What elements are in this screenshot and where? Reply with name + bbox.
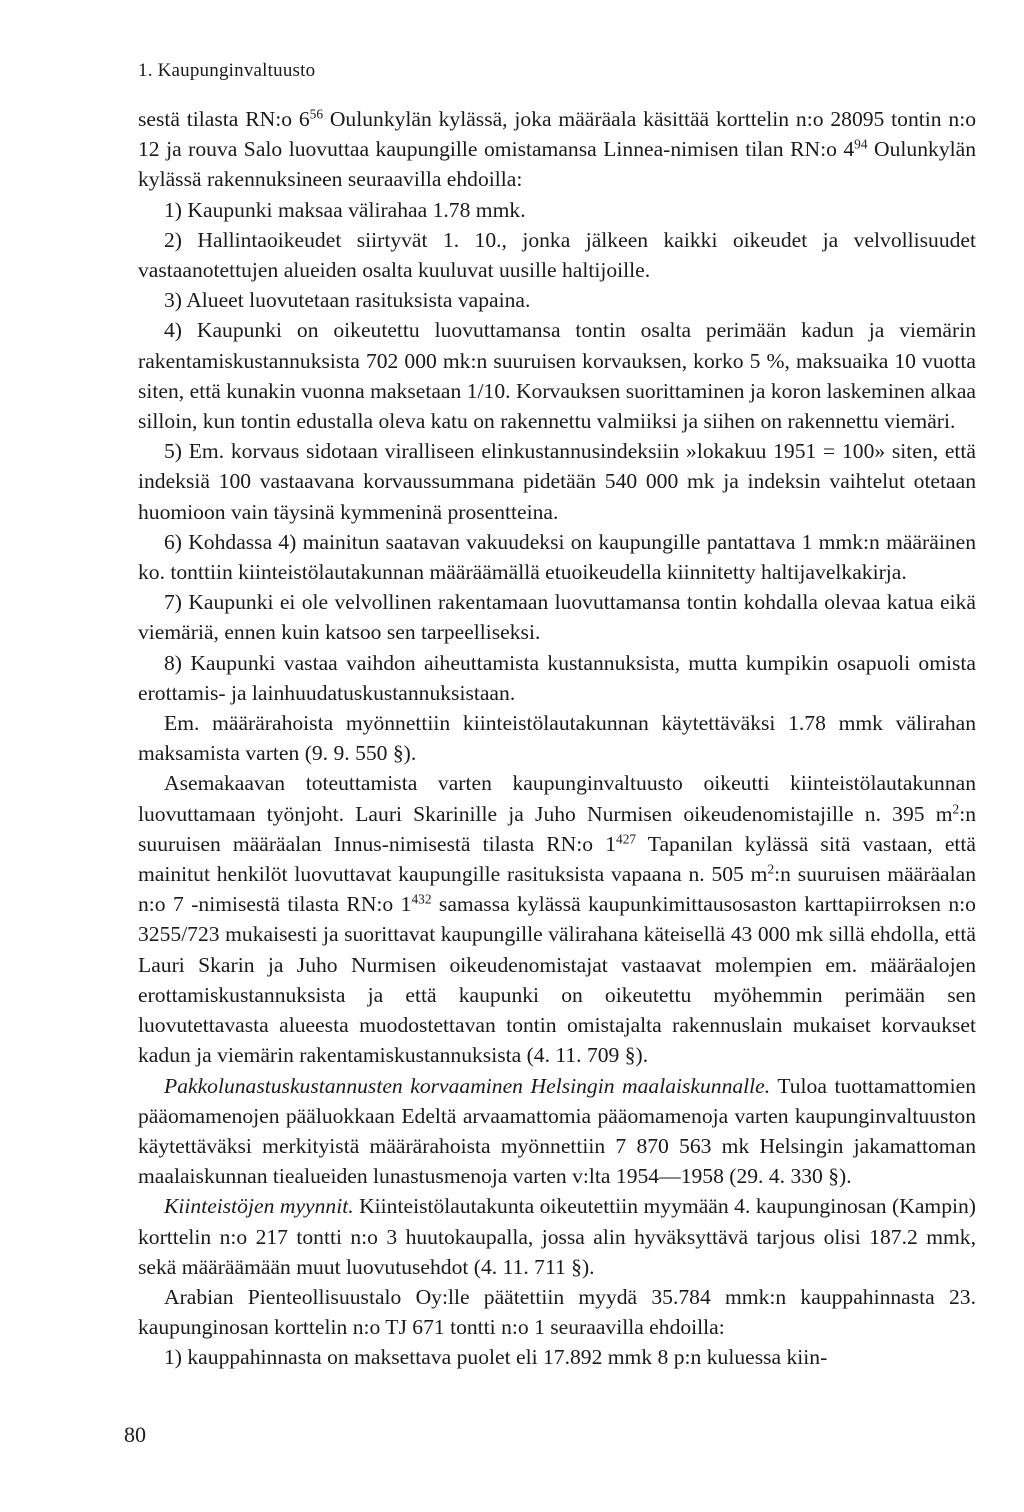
italic-heading: Pakkolunastuskustannusten korvaaminen Helsingin maalaiskunnalle. [164, 1073, 771, 1098]
paragraph [138, 315, 976, 436]
paragraph [138, 1282, 976, 1342]
text-run: :n suuruisen määräalan n:o 7 -nimisestä tilasta RN:o 1 [138, 862, 976, 917]
paragraph [138, 1342, 976, 1372]
page-number: 80 [124, 1422, 146, 1447]
body-text [138, 104, 976, 1373]
text-run: 3) Alueet luovutetaan rasituksista vapaina. [164, 288, 531, 313]
text-run: 4) Kaupunki on oikeutettu luovuttamansa tontin osalta perimään kadun ja viemärin rakentamiskustannuksista 702 000 mk:n suuruisen korvauksen, korko 5 %, maksuaika 10 vuotta siten, että kunakin vuonna maksetaan 1/10. Korvauksen suorittaminen ja koron laskeminen alkaa silloin, kun tontin edustalla oleva katu on rakennettu valmiiksi ja siihen on rakennettu viemäri. [138, 318, 976, 434]
text-run: 1) Kaupunki maksaa välirahaa 1.78 mmk. [164, 197, 526, 222]
superscript: 56 [309, 106, 323, 122]
paragraph [138, 285, 976, 315]
text-run: Oulunkylän kylässä, joka määräala käsittää korttelin n:o 28095 tontin n:o 12 ja rouva Salo luovuttaa kaupungille omistamansa Linnea-nimisen tilan RN:o 4 [138, 107, 976, 162]
paragraph [138, 1191, 976, 1282]
text-run: 5) Em. korvaus sidotaan viralliseen elinkustannusindeksiin »lokakuu 1951 = 100» siten, että indeksiä 100 vastaavana korvaussummana pidetään 540 000 mk ja indeksin vaihtelut otetaan huomioon vain täysinä kymmeninä prosentteina. [138, 439, 976, 524]
paragraph [138, 225, 976, 285]
text-run: Asemakaavan toteuttamista varten kaupunginvaltuusto oikeutti kiinteistölautakunnan luovuttamaan työnjoht. Lauri Skarinille ja Juho Nurmisen oikeudenomistajille n. 395 m [138, 771, 976, 826]
text-run: Kiinteistölautakunta oikeutettiin myymään 4. kaupunginosan (Kampin) korttelin n:o 217 tontti n:o 3 huutokaupalla, jossa alin hyväksyttävä tarjous olisi 187.2 mmk, sekä määräämään muut luovutusehdot (4. 11. 711 §). [138, 1194, 977, 1279]
paragraph [138, 104, 976, 195]
text-run: samassa kylässä kaupunkimittausosaston karttapiirroksen n:o 3255/723 mukaisesti ja suorittavat kaupungille välirahana käteisellä 43 000 mk sillä ehdolla, että Lauri Skarin ja Juho Nurmisen oikeudenomistajat vastaavat molempien em. määräalojen erottamiskustannuksista ja että kaupunki on oikeutettu myöhemmin perimään sen luovutettavasta alueesta muodostettavan tontin omistajalta rakennuslain mukaiset korvaukset kadun ja viemärin rakentamiskustannuksista (4. 11. 709 §). [138, 892, 976, 1068]
superscript: 2 [952, 801, 960, 817]
text-run: 2) Hallintaoikeudet siirtyvät 1. 10., jonka jälkeen kaikki oikeudet ja velvollisuudet vastaanotettujen alueiden osalta kuuluvat uusille haltijoille. [138, 227, 976, 283]
text-run: 8) Kaupunki vastaa vaihdon aiheuttamista kustannuksista, mutta kumpikin osapuoli omista erottamis- ja lainhuudatuskustannuksistaan. [138, 650, 976, 705]
text-run: :n suuruisen määräalan Innus-nimisestä tilasta RN:o 1 [138, 801, 976, 856]
text-run: 1) kauppahinnasta on maksettava puolet eli 17.892 mmk 8 p:n kuluessa kiin- [164, 1345, 828, 1370]
paragraph [138, 648, 976, 708]
paragraph [138, 768, 976, 1070]
superscript: 94 [854, 136, 868, 152]
text-run: Em. määrärahoista myönnettiin kiinteistölautakunnan käytettäväksi 1.78 mmk välirahan maksamista varten (9. 9. 550 §). [138, 711, 976, 766]
paragraph [138, 708, 976, 768]
text-run: 6) Kohdassa 4) mainitun saatavan vakuudeksi on kaupungille pantattava 1 mmk:n määräinen ko. tonttiin kiinteistölautakunnan määräämällä etuoikeudella kiinnitetty haltijavelkakirja. [138, 529, 976, 585]
text-run: sestä tilasta RN:o 6 [138, 107, 310, 131]
superscript: 427 [616, 831, 637, 847]
text-run: 7) Kaupunki ei ole velvollinen rakentamaan luovuttamansa tontin kohdalla olevaa katua eikä viemäriä, ennen kuin katsoo sen tarpeelliseksi. [138, 590, 976, 645]
paragraph [138, 587, 976, 647]
text-run: Arabian Pienteollisuustalo Oy:lle päätettiin myydä 35.784 mmk:n kauppahinnasta 23. kaupunginosan korttelin n:o TJ 671 tontti n:o 1 seuraavilla ehdoilla: [138, 1284, 976, 1340]
paragraph [138, 195, 976, 225]
paragraph [138, 1071, 976, 1192]
text-run: Tuloa tuottamattomien pääomamenojen pääluokkaan Edeltä arvaamattomia pääomamenoja varten kaupunginvaltuuston käytettäväksi merkityistä määrärahoista myönnettiin 7 870 563 mk Helsingin jakamattoman maalaiskunnan tiealueiden lunastusmenoja varten v:lta 1954—1958 (29. 4. 330 §). [138, 1073, 976, 1189]
paragraph [138, 436, 976, 527]
superscript: 432 [411, 891, 432, 907]
paragraph [138, 527, 976, 587]
running-head: 1. Kaupunginvaltuusto [138, 60, 316, 81]
text-run: Tapanilan kylässä sitä vastaan, että mainitut henkilöt luovuttavat kaupungille rasituksista vapaana n. 505 m [138, 831, 976, 887]
text-run: Oulunkylän kylässä rakennuksineen seuraavilla ehdoilla: [138, 137, 976, 192]
superscript: 2 [767, 861, 775, 877]
italic-heading: Kiinteistöjen myynnit. [164, 1194, 354, 1219]
